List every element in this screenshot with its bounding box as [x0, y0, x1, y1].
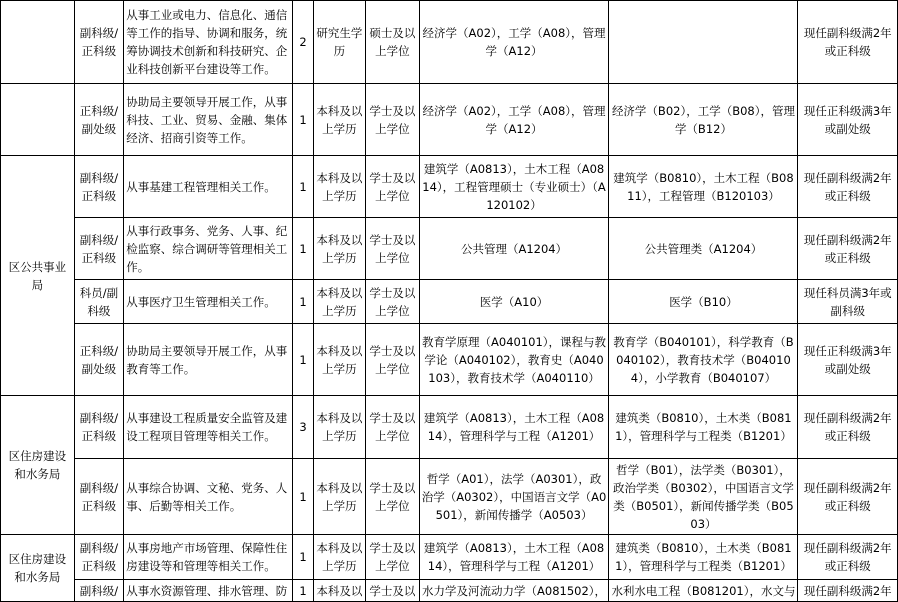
requirement-cell: 现任正科级满3年或副处级 — [798, 84, 898, 156]
requirement-cell: 现任副科级满2年或正科级 — [798, 535, 898, 580]
major-postgrad-cell: 公共管理（A1204） — [419, 218, 609, 280]
unit-cell: 区住房建设和水务局 — [1, 535, 75, 602]
major-postgrad-cell: 建筑学（A0813），土木工程（A0814），管理科学与工程（A1201） — [419, 396, 609, 459]
major-undergrad-cell: 建筑类（B0810），土木类（B0811），管理科学与工程类（B1201） — [609, 535, 798, 580]
requirement-cell: 现任副科级满2年或正科级 — [798, 1, 898, 84]
requirement-cell: 现任副科级满2年或正科级 — [798, 218, 898, 280]
count-cell: 1 — [293, 84, 313, 156]
count-cell: 2 — [293, 1, 313, 84]
education-cell: 本科及以上学历 — [313, 280, 366, 324]
table-row — [1, 580, 898, 602]
major-undergrad-cell: 经济学（B02），工学（B08），管理学（B12） — [609, 84, 798, 156]
major-postgrad-cell: 建筑学（A0813），土木工程（A0814），管理科学与工程（A1201） — [419, 535, 609, 580]
table-row — [1, 218, 898, 280]
education-cell: 本科及以上学历 — [313, 218, 366, 280]
level-cell: 副科级/正科级 — [74, 535, 124, 580]
requirement-cell: 现任副科级满2年或正科级 — [798, 396, 898, 459]
education-cell: 研究生学历 — [313, 1, 366, 84]
duty-cell: 协助局主要领导开展工作，从事教育等工作。 — [124, 324, 293, 396]
table-row — [1, 324, 898, 396]
level-cell: 正科级/副处级 — [74, 84, 124, 156]
count-cell: 1 — [293, 580, 313, 602]
education-cell: 本科及以上学历 — [313, 535, 366, 580]
major-postgrad-cell: 经济学（A02），工学（A08），管理学（A12） — [419, 84, 609, 156]
count-cell: 1 — [293, 156, 313, 218]
requirement-cell: 现任副科级满2年 — [798, 580, 898, 602]
degree-cell: 学士及以 — [366, 580, 419, 602]
duty-cell: 从事建设工程质量安全监管及建设工程项目管理等相关工作。 — [124, 396, 293, 459]
count-cell: 1 — [293, 535, 313, 580]
duty-cell: 从事医疗卫生管理相关工作。 — [124, 280, 293, 324]
table-row — [1, 535, 898, 580]
count-cell: 1 — [293, 324, 313, 396]
degree-cell: 学士及以上学位 — [366, 156, 419, 218]
level-cell: 正科级/副处级 — [74, 324, 124, 396]
major-undergrad-cell: 水利水电工程（B081201），水文与 — [609, 580, 798, 602]
level-cell: 副科级/ — [74, 580, 124, 602]
major-undergrad-cell: 医学（B10） — [609, 280, 798, 324]
education-cell: 本科及以上学历 — [313, 84, 366, 156]
major-postgrad-cell: 哲学（A01），法学（A0301），政治学（A0302），中国语言文学（A0501），新闻传播学（A0503） — [419, 459, 609, 535]
duty-cell: 协助局主要领导开展工作，从事科技、工业、贸易、金融、集体经济、招商引资等工作。 — [124, 84, 293, 156]
duty-cell: 从事行政事务、党务、人事、纪检监察、综合调研等管理相关工作。 — [124, 218, 293, 280]
unit-cell: 区公共事业局 — [1, 156, 75, 396]
level-cell: 副科级/正科级 — [74, 218, 124, 280]
education-cell: 本科及以上学历 — [313, 156, 366, 218]
degree-cell: 学士及以上学位 — [366, 459, 419, 535]
level-cell: 副科级/正科级 — [74, 1, 124, 84]
table-row — [1, 280, 898, 324]
count-cell: 1 — [293, 218, 313, 280]
table-row — [1, 1, 898, 84]
table-row — [1, 84, 898, 156]
major-undergrad-cell: 教育学（B040101），科学教育（B040102），教育技术学（B040104），小学教育（B040107） — [609, 324, 798, 396]
major-undergrad-cell: 公共管理类（A1204） — [609, 218, 798, 280]
table-row — [1, 396, 898, 459]
duty-cell: 从事水资源管理、排水管理、防 — [124, 580, 293, 602]
degree-cell: 学士及以上学位 — [366, 535, 419, 580]
education-cell: 本科及以 — [313, 580, 366, 602]
degree-cell: 学士及以上学位 — [366, 396, 419, 459]
level-cell: 科员/副科级 — [74, 280, 124, 324]
major-postgrad-cell: 医学（A10） — [419, 280, 609, 324]
unit-cell: 区住房建设和水务局 — [1, 396, 75, 535]
count-cell: 1 — [293, 459, 313, 535]
major-undergrad-cell: 建筑类（B0810），土木类（B0811），管理科学与工程类（B1201） — [609, 396, 798, 459]
major-postgrad-cell: 建筑学（A0813），土木工程（A0814），工程管理硕士（专业硕士）（A120102） — [419, 156, 609, 218]
major-undergrad-cell — [609, 1, 798, 84]
duty-cell: 从事工业或电力、信息化、通信等工作的指导、协调和服务，统筹协调技术创新和科技研究、企业科技创新平台建设等工作。 — [124, 1, 293, 84]
count-cell: 1 — [293, 280, 313, 324]
level-cell: 副科级/正科级 — [74, 156, 124, 218]
level-cell: 副科级/正科级 — [74, 459, 124, 535]
major-undergrad-cell: 建筑学（B0810），土木工程（B0811），工程管理（B120103） — [609, 156, 798, 218]
major-undergrad-cell: 哲学（B01），法学类（B0301），政治学类（B0302），中国语言文学类（B0501），新闻传播学类（B0503） — [609, 459, 798, 535]
education-cell: 本科及以上学历 — [313, 459, 366, 535]
degree-cell: 硕士及以上学位 — [366, 1, 419, 84]
education-cell: 本科及以上学历 — [313, 324, 366, 396]
requirement-cell: 现任副科级满2年或正科级 — [798, 459, 898, 535]
level-cell: 副科级/正科级 — [74, 396, 124, 459]
count-cell: 3 — [293, 396, 313, 459]
major-postgrad-cell: 经济学（A02），工学（A08），管理学（A12） — [419, 1, 609, 84]
table-row — [1, 459, 898, 535]
degree-cell: 学士及以上学位 — [366, 218, 419, 280]
degree-cell: 学士及以上学位 — [366, 324, 419, 396]
unit-cell — [1, 84, 75, 156]
education-cell: 本科及以上学历 — [313, 396, 366, 459]
requirement-cell: 现任副科级满2年或正科级 — [798, 156, 898, 218]
duty-cell: 从事综合协调、文秘、党务、人事、后勤等相关工作。 — [124, 459, 293, 535]
unit-cell — [1, 1, 75, 84]
table-row — [1, 156, 898, 218]
major-postgrad-cell: 教育学原理（A040101），课程与教学论（A040102），教育史（A040103），教育技术学（A040110） — [419, 324, 609, 396]
requirement-cell: 现任科员满3年或副科级 — [798, 280, 898, 324]
duty-cell: 从事基建工程管理相关工作。 — [124, 156, 293, 218]
requirement-cell: 现任正科级满3年或副处级 — [798, 324, 898, 396]
degree-cell: 学士及以上学位 — [366, 280, 419, 324]
degree-cell: 学士及以上学位 — [366, 84, 419, 156]
major-postgrad-cell: 水力学及河流动力学（A081502）， — [419, 580, 609, 602]
duty-cell: 从事房地产市场管理、保障性住房建设等和管理等相关工作。 — [124, 535, 293, 580]
